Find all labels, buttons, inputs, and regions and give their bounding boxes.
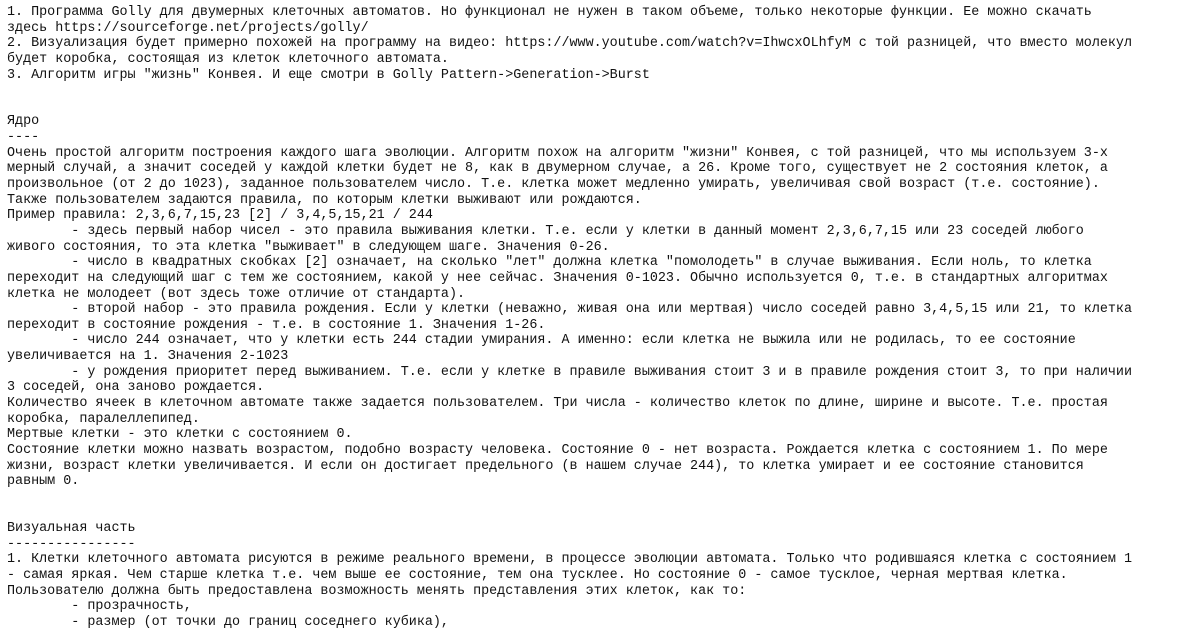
text-line: здесь https://sourceforge.net/projects/golly/ [7, 20, 369, 36]
text-line: - число в квадратных скобках [2] означает, на сколько "лет" должна клетка "помолодеть" в случае выживания. Если ноль, то клетка [7, 255, 1092, 271]
text-line: равным 0. [7, 474, 80, 490]
text-line: 1. Программа Golly для двумерных клеточных автоматов. Но функционал не нужен в таком объеме, только некоторые функции. Ее можно скачать [7, 5, 1092, 20]
text-line: 3. Алгоритм игры "жизнь" Конвея. И еще смотри в Golly Pattern->Generation->Burst [7, 67, 650, 83]
section-heading-visual: Визуальная часть [7, 521, 136, 537]
text-line: - у рождения приоритет перед выживанием. Т.е. если у клетке в правиле выживания стоит 3 и в правиле рождения стоит 3, то при наличии [7, 364, 1132, 380]
text-line: мерный случай, а значит соседей у каждой клетки будет не 8, как в двумерном случае, а 26. Кроме того, существует не 2 состояния клеток, а [7, 161, 1108, 177]
text-line: 2. Визуализация будет примерно похожей на программу на видео: https://www.youtube.com/watch?v=IhwcxOLhfyM с той разницей, что вместо молекул [7, 36, 1132, 52]
text-line: 1. Клетки клеточного автомата рисуются в режиме реального времени, в процессе эволюции автомата. Только что родившаяся клетка с состоянием 1 [7, 552, 1132, 568]
text-line: увеличивается на 1. Значения 2-1023 [7, 349, 289, 365]
text-line: Также пользователем задаются правила, по которым клетки выживают или рождаются. [7, 192, 642, 208]
document-text [7, 5, 1197, 631]
text-line: Количество ячеек в клеточном автомате также задается пользователем. Три числа - количество клеток по длине, ширине и высоте. Т.е. простая [7, 396, 1108, 412]
section-heading-core: Ядро [7, 114, 40, 130]
heading-underline: ---- [7, 130, 40, 146]
blank-line [7, 99, 1197, 115]
text-line: - размер (от точки до границ соседнего кубика), [7, 614, 449, 630]
text-line: коробка, паралеллепипед. [7, 411, 200, 427]
text-line: Очень простой алгоритм построения каждого шага эволюции. Алгоритм похож на алгоритм "жизни" Конвея, с той разницей, что мы используем 3-х [7, 145, 1108, 161]
text-line: переходит в состояние рождения - т.е. в состояние 1. Значения 1-26. [7, 317, 546, 333]
blank-line [7, 83, 1197, 99]
text-line: Пример правила: 2,3,6,7,15,23 [2] / 3,4,5,15,21 / 244 [7, 208, 433, 224]
text-line: будет коробка, состоящая из клеток клеточного автомата. [7, 51, 449, 67]
text-line: - прозрачность, [7, 599, 192, 615]
text-line: 3 соседей, она заново рождается. [7, 380, 265, 396]
text-line: Мертвые клетки - это клетки с состоянием 0. [7, 427, 353, 443]
text-line: клетка не молодеет (вот здесь тоже отличие от стандарта). [7, 286, 466, 302]
text-line: - самая яркая. Чем старше клетка т.е. чем выше ее состояние, тем она тусклее. Но состояние 0 - самое тусклое, черная мертвая клетка. [7, 568, 1068, 584]
text-line: Состояние клетки можно назвать возрастом, подобно возрасту человека. Состояние 0 - нет возраста. Рождается клетка с состоянием 1. По мере [7, 442, 1108, 458]
text-line: переходит на следующий шаг с тем же состоянием, какой у нее сейчас. Значения 0-1023. Обычно используется 0, т.е. в стандартных алгоритмах [7, 270, 1108, 286]
text-line: Пользователю должна быть предоставлена возможность менять представления этих клеток, как то: [7, 583, 747, 599]
text-line: - здесь первый набор чисел - это правила выживания клетки. Т.е. если у клетки в данный момент 2,3,6,7,15 или 23 соседей любого [7, 223, 1084, 239]
heading-underline: ---------------- [7, 536, 136, 552]
blank-line [7, 490, 1197, 506]
text-line: - второй набор - это правила рождения. Если у клетки (неважно, живая она или мертвая) число соседей равно 3,4,5,15 или 21, то клетка [7, 302, 1132, 318]
blank-line [7, 506, 1197, 522]
text-line: произвольное (от 2 до 1023), заданное пользователем число. Т.е. клетка может медленно умирать, увеличивая свой возраст (т.е. состояние). [7, 177, 1100, 193]
text-line: - число 244 означает, что у клетки есть 244 стадии умирания. А именно: если клетка не выжила или не родилась, то ее состояние [7, 333, 1076, 349]
text-line: живого состояния, то эта клетка "выживает" в следующем шаге. Значения 0-26. [7, 239, 610, 255]
text-line: жизни, возраст клетки увеличивается. И если он достигает предельного (в нашем случае 244), то клетка умирает и ее состояние становится [7, 458, 1084, 474]
